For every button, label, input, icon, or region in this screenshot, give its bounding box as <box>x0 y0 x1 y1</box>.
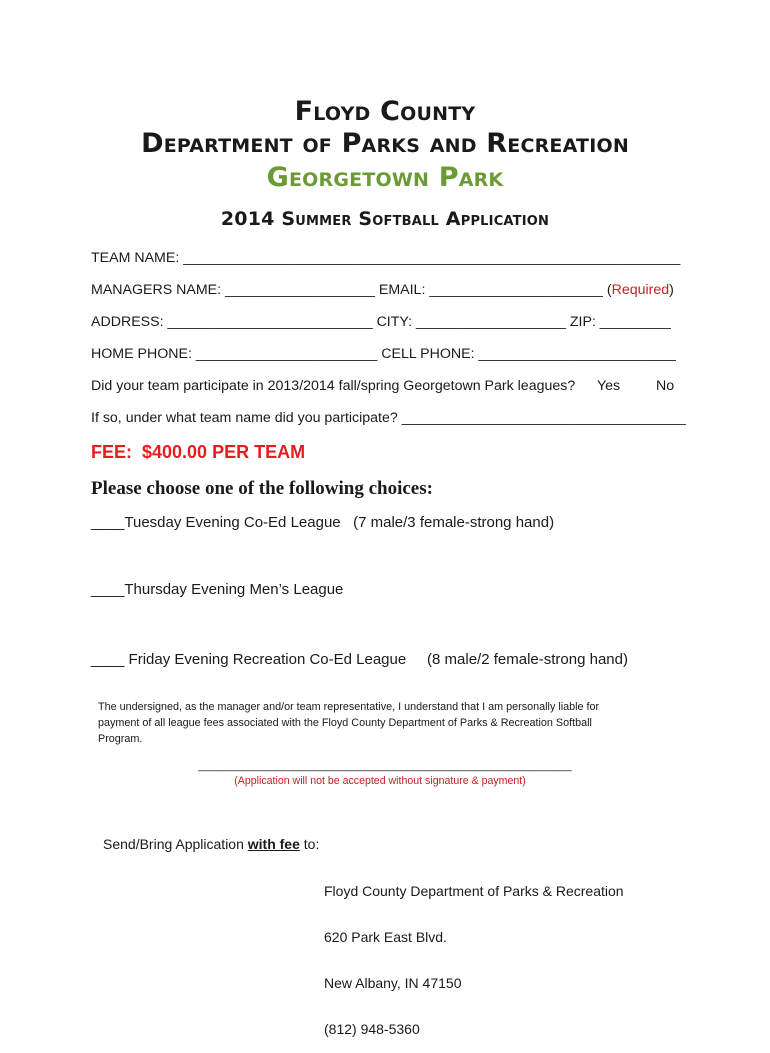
address-line-1: Floyd County Department of Parks & Recreation <box>324 882 624 899</box>
mailing-address <box>324 853 624 1053</box>
required-close: ) <box>669 282 674 298</box>
no-option[interactable]: No <box>656 378 675 394</box>
thursday-league-option[interactable]: ____Thursday Evening Men’s League <box>91 581 344 598</box>
team-name-field[interactable]: TEAM NAME: _______________________________________________________________ <box>91 250 681 266</box>
with-fee-emphasis: with fee <box>247 836 300 852</box>
signature-line[interactable]: _____________________________________________________________ <box>198 760 572 772</box>
address-field[interactable]: ADDRESS: __________________________ CITY: ___________________ ZIP: _________ <box>91 314 671 330</box>
yes-option[interactable]: Yes <box>597 378 621 394</box>
send-suffix: to: <box>299 836 320 852</box>
department-title: Department of Parks and Recreation <box>141 128 629 159</box>
fee-label: FEE: $400.00 PER TEAM <box>91 442 306 462</box>
send-prefix: Send/Bring Application <box>103 836 248 852</box>
park-title: Georgetown Park <box>266 162 504 193</box>
liability-statement: The undersigned, as the manager and/or team representative, I understand that I am personally liable for payment of all league fees associated with the Floyd County Department of Parks & Recreation Softball Program. <box>98 701 600 745</box>
managers-email-row <box>91 282 674 298</box>
org-title: Floyd County <box>294 96 476 127</box>
address-line-3: New Albany, IN 47150 <box>324 975 462 992</box>
previous-team-name-field[interactable]: If so, under what team name did you participate? ____________________________________ <box>91 410 686 426</box>
send-instructions <box>103 836 319 852</box>
signature-note: (Application will not be accepted without signature & payment) <box>234 775 526 787</box>
form-title: 2014 Summer Softball Application <box>220 208 550 230</box>
friday-league-option[interactable]: ____ Friday Evening Recreation Co-Ed League (8 male/2 female-strong hand) <box>91 651 628 668</box>
managers-email-field[interactable]: MANAGERS NAME: ___________________ EMAIL: ______________________ ( <box>91 282 612 298</box>
required-label: Required <box>611 282 670 298</box>
choices-heading: Please choose one of the following choices: <box>91 478 433 499</box>
tuesday-league-option[interactable]: ____Tuesday Evening Co-Ed League (7 male/3 female-strong hand) <box>91 514 555 531</box>
phone-field[interactable]: HOME PHONE: _______________________ CELL PHONE: _________________________ <box>91 346 676 362</box>
address-line-2: 620 Park East Blvd. <box>324 929 447 946</box>
participate-question: Did your team participate in 2013/2014 fall/spring Georgetown Park leagues? <box>91 378 576 394</box>
address-phone: (812) 948-5360 <box>324 1021 420 1038</box>
